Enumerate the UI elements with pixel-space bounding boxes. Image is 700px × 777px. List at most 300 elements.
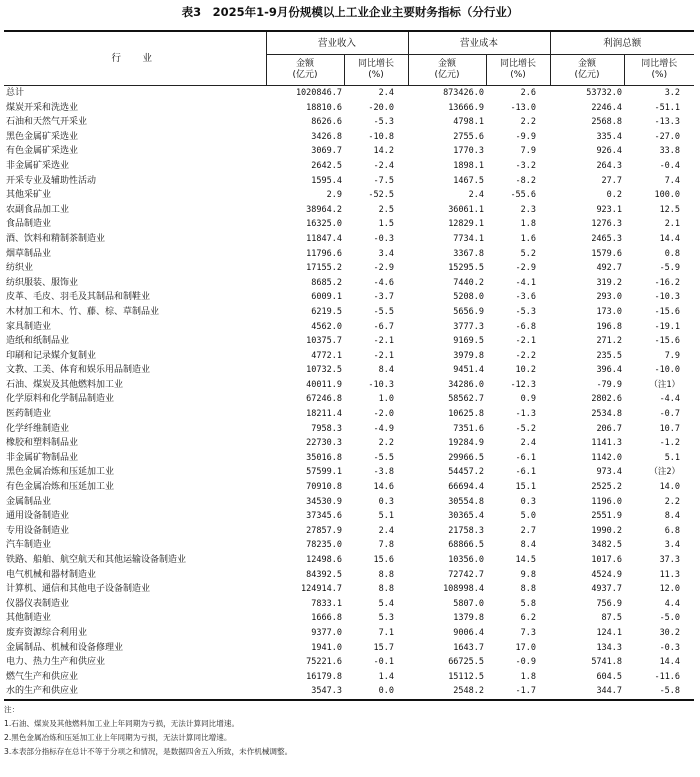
table-row (4, 392, 694, 407)
financial-indicators-table (4, 30, 694, 701)
table-row (4, 524, 694, 539)
industry-name-cell: 化学原料和化学制品制造业 (6, 394, 115, 405)
table-title: 表3 2025年1-9月份规模以上工业企业主要财务指标（分行业） (181, 5, 519, 19)
cost-amount-cell: 873426.0 (443, 88, 485, 98)
profit-growth-cell: 6.8 (664, 525, 681, 536)
revenue-growth-cell: 1.0 (378, 394, 395, 405)
revenue-growth-cell: -2.1 (373, 350, 395, 361)
profit-amount-cell: 344.7 (550, 684, 624, 700)
table-row (4, 144, 694, 159)
table-row (4, 334, 694, 349)
industry-name-cell: 有色金属矿采选业 (6, 146, 79, 157)
table-row (4, 422, 694, 437)
profit-amount-cell: 5741.8 (591, 657, 623, 668)
cost-amount-cell: 10356.0 (448, 555, 485, 565)
profit-growth-cell: -51.1 (654, 102, 681, 113)
revenue-amount-cell: 78235.0 (306, 540, 342, 551)
cost-growth-cell: -1.3 (515, 409, 537, 420)
table-row (4, 290, 694, 305)
revenue-growth-cell: 2.2 (378, 438, 395, 449)
table-row (4, 320, 694, 335)
revenue-growth-cell: -4.6 (373, 277, 395, 288)
profit-amount-cell: 53732.0 (586, 88, 623, 98)
cost-growth-cell: -55.6 (510, 190, 537, 201)
cost-growth-cell: 15.1 (515, 482, 537, 493)
profit-growth-cell: -10.0 (654, 365, 681, 376)
cost-growth-cell: -9.9 (515, 131, 537, 142)
revenue-growth-cell: -7.5 (373, 175, 395, 186)
cost-amount-cell: 9006.4 (453, 627, 485, 638)
industry-name-cell: 黑色金属冶炼和压延加工业 (6, 467, 115, 478)
profit-amount-cell: 492.7 (596, 263, 623, 274)
revenue-amount-cell: 8626.6 (311, 117, 342, 128)
profit-amount-cell: 319.2 (596, 277, 623, 288)
cost-growth-cell: 10.2 (515, 365, 537, 376)
profit-amount-cell: 756.9 (596, 598, 623, 609)
revenue-growth-cell: 0.0 (344, 684, 408, 700)
industry-name-cell: 非金属矿物制品业 (6, 452, 79, 463)
revenue-amount-cell: 4562.0 (311, 321, 342, 332)
profit-growth-cell: 33.8 (659, 146, 681, 157)
table-row (4, 86, 694, 101)
profit-growth-cell: 4.4 (664, 598, 681, 609)
table-row (4, 217, 694, 232)
revenue-growth-cell: -6.7 (373, 321, 395, 332)
cost-growth-cell: 0.9 (520, 394, 537, 405)
revenue-growth-cell: 8.8 (378, 584, 395, 595)
table-row (4, 684, 694, 700)
revenue-amount-cell: 11796.6 (306, 248, 342, 259)
profit-amount-cell: 87.5 (601, 613, 623, 624)
profit-growth-cell: -11.6 (654, 671, 681, 682)
cost-amount-cell: 2.4 (468, 190, 485, 201)
profit-growth-cell: （注1） (649, 379, 681, 390)
table-body (4, 86, 694, 700)
table-row (4, 568, 694, 583)
profit-growth-cell: 0.8 (664, 248, 681, 259)
profit-amount-cell: 0.2 (606, 190, 623, 201)
cost-amount-cell: 1467.5 (453, 175, 485, 186)
profit-amount-cell: 2802.6 (591, 394, 623, 405)
revenue-growth-cell: 2.4 (378, 525, 395, 536)
profit-growth-cell: 7.9 (664, 350, 681, 361)
cost-amount-cell: 2755.6 (453, 131, 485, 142)
profit-amount-cell: 1990.2 (591, 525, 623, 536)
cost-amount-cell: 15295.5 (448, 263, 485, 274)
cost-amount-cell: 3367.8 (453, 248, 485, 259)
cost-amount-cell: 7351.6 (453, 423, 485, 434)
profit-amount-cell: 2551.9 (591, 511, 623, 522)
revenue-amount-cell: 9377.0 (311, 627, 342, 638)
table-row (4, 553, 694, 568)
revenue-amount-cell: 1666.8 (311, 613, 342, 624)
industry-name-cell: 其他采矿业 (6, 190, 52, 201)
revenue-growth-cell: -2.4 (373, 160, 395, 171)
cost-amount-header: 金额 (亿元) (408, 55, 486, 86)
table-row (4, 188, 694, 203)
revenue-amount-cell: 10732.5 (306, 365, 342, 376)
cost-growth-cell: 8.4 (520, 540, 537, 551)
profit-amount-cell: 3482.5 (591, 540, 623, 551)
cost-amount-cell: 66725.5 (448, 657, 485, 668)
table-row (4, 349, 694, 364)
table-row (4, 276, 694, 291)
revenue-amount-cell: 37345.6 (306, 511, 342, 522)
profit-growth-cell: -27.0 (654, 131, 681, 142)
revenue-amount-cell: 124914.7 (301, 584, 342, 595)
cost-growth-cell: 2.2 (520, 117, 537, 128)
cost-growth-cell: 8.8 (520, 584, 537, 595)
cost-amount-cell: 1643.7 (453, 642, 485, 653)
profit-growth-cell: -10.3 (654, 292, 681, 303)
table-row (4, 611, 694, 626)
table-row (4, 597, 694, 612)
revenue-growth-cell: -5.5 (373, 452, 395, 463)
table-row (4, 670, 694, 685)
profit-header: 利润总额 (550, 31, 694, 55)
profit-growth-cell: -5.8 (624, 684, 694, 700)
table-row (4, 436, 694, 451)
cost-amount-cell: 2548.2 (408, 684, 486, 700)
profit-growth-cell: -4.4 (659, 394, 681, 405)
revenue-growth-cell: 2.4 (378, 88, 395, 98)
cost-growth-cell: 17.0 (515, 642, 537, 653)
industry-name-cell: 专用设备制造业 (6, 525, 70, 536)
cost-growth-header: 同比增长 (%) (486, 55, 550, 86)
table-row (4, 203, 694, 218)
revenue-amount-cell: 10375.7 (306, 336, 342, 347)
revenue-growth-cell: -0.1 (373, 657, 395, 668)
cost-growth-cell: -5.2 (515, 423, 537, 434)
revenue-amount-cell: 27857.9 (306, 525, 342, 536)
revenue-amount-cell: 7833.1 (311, 598, 342, 609)
revenue-growth-cell: 14.2 (373, 146, 395, 157)
profit-amount-cell: 271.2 (596, 336, 623, 347)
profit-amount-cell: 4524.9 (591, 569, 623, 580)
revenue-amount-cell: 84392.5 (306, 569, 342, 580)
industry-name-cell: 金属制品业 (6, 496, 52, 507)
cost-growth-cell: 1.8 (520, 671, 537, 682)
profit-growth-cell: 3.4 (664, 540, 681, 551)
industry-name-cell: 石油和天然气开采业 (6, 117, 88, 128)
profit-growth-cell: 10.7 (659, 423, 681, 434)
profit-growth-cell: 2.1 (664, 219, 681, 230)
revenue-amount-cell: 18810.6 (306, 102, 342, 113)
revenue-growth-cell: -2.9 (373, 263, 395, 274)
profit-growth-cell: -0.3 (659, 642, 681, 653)
revenue-growth-cell: 15.6 (373, 555, 395, 565)
revenue-growth-cell: 15.7 (373, 642, 395, 653)
profit-amount-cell: 264.3 (596, 160, 623, 171)
revenue-growth-cell: 3.4 (378, 248, 395, 259)
industry-name-cell: 家具制造业 (6, 321, 52, 332)
revenue-growth-cell: -52.5 (368, 190, 395, 201)
industry-name-cell: 水的生产和供应业 (4, 684, 266, 700)
industry-name-cell: 文教、工美、体育和娱乐用品制造业 (6, 365, 151, 376)
revenue-amount-cell: 17155.2 (306, 263, 342, 274)
profit-amount-header: 金额 (亿元) (550, 55, 624, 86)
industry-name-cell: 造纸和纸制品业 (6, 336, 70, 347)
cost-growth-cell: -0.9 (515, 657, 537, 668)
revenue-amount-cell: 3069.7 (311, 146, 342, 157)
cost-growth-cell: -8.2 (515, 175, 537, 186)
revenue-growth-cell: 2.5 (378, 204, 395, 215)
revenue-amount-cell: 75221.6 (306, 657, 342, 668)
revenue-amount-cell: 4772.1 (311, 350, 342, 361)
industry-name-cell: 开采专业及辅助性活动 (6, 175, 97, 186)
profit-growth-cell: -0.4 (659, 160, 681, 171)
revenue-growth-cell: 8.4 (378, 365, 395, 376)
table-row (4, 655, 694, 670)
industry-name-cell: 其他制造业 (6, 613, 52, 624)
industry-name-cell: 非金属矿采选业 (6, 160, 70, 171)
footnote-line: 1.石油、煤炭及其他燃料加工业上年同期为亏损，无法计算同比增速。 (4, 719, 240, 728)
revenue-growth-cell: -2.1 (373, 336, 395, 347)
table-row (4, 101, 694, 116)
revenue-amount-cell: 57599.1 (306, 467, 342, 478)
profit-amount-cell: 396.4 (596, 365, 623, 376)
cost-amount-cell: 1898.1 (453, 160, 485, 171)
profit-amount-cell: 2525.2 (591, 482, 623, 493)
cost-growth-cell: 2.4 (520, 438, 537, 449)
cost-growth-cell: -6.1 (515, 452, 537, 463)
profit-amount-cell: 1196.0 (591, 496, 623, 507)
revenue-amount-cell: 16179.8 (306, 671, 342, 682)
cost-amount-cell: 68866.5 (448, 540, 485, 551)
table-row (4, 247, 694, 262)
industry-name-cell: 纺织业 (6, 263, 34, 274)
table-row (4, 115, 694, 130)
cost-amount-cell: 36061.1 (448, 204, 485, 215)
cost-growth-cell: -2.2 (515, 350, 537, 361)
revenue-growth-cell: -5.3 (373, 117, 395, 128)
profit-growth-cell: 7.4 (664, 175, 681, 186)
table-row (4, 451, 694, 466)
industry-name-cell: 总计 (6, 88, 25, 98)
cost-amount-cell: 10625.8 (448, 409, 485, 420)
profit-growth-cell: -1.2 (659, 438, 681, 449)
revenue-amount-header: 金额 (亿元) (266, 55, 344, 86)
profit-amount-cell: 27.7 (601, 175, 623, 186)
profit-growth-cell: -13.3 (654, 117, 681, 128)
revenue-amount-cell: 6219.5 (311, 306, 342, 317)
cost-growth-cell: 2.3 (520, 204, 537, 215)
cost-amount-cell: 29966.5 (448, 452, 485, 463)
cost-growth-cell: 5.8 (520, 598, 537, 609)
industry-name-cell: 电力、热力生产和供应业 (6, 657, 106, 668)
cost-amount-cell: 21758.3 (448, 525, 485, 536)
revenue-growth-cell: 7.8 (378, 540, 395, 551)
revenue-growth-cell: -3.8 (373, 467, 395, 478)
revenue-amount-cell: 1941.0 (311, 642, 342, 653)
cost-growth-cell: -5.3 (515, 306, 537, 317)
cost-amount-cell: 9451.4 (453, 365, 485, 376)
revenue-amount-cell: 38964.2 (306, 204, 342, 215)
profit-growth-cell: 8.4 (664, 511, 681, 522)
profit-amount-cell: 134.3 (596, 642, 623, 653)
revenue-amount-cell: 3547.3 (266, 684, 344, 700)
profit-growth-cell: 30.2 (659, 627, 681, 638)
cost-amount-cell: 4798.1 (453, 117, 485, 128)
cost-growth-cell: -1.7 (486, 684, 550, 700)
profit-growth-cell: -15.6 (654, 306, 681, 317)
profit-growth-cell: （注2） (649, 467, 681, 478)
industry-name-cell: 木材加工和木、竹、藤、棕、草制品业 (6, 306, 160, 317)
cost-amount-cell: 3979.8 (453, 350, 485, 361)
cost-growth-cell: 2.6 (520, 88, 537, 98)
industry-name-cell: 纺织服装、服饰业 (6, 277, 79, 288)
table-row (4, 465, 694, 480)
cost-amount-cell: 1379.8 (453, 613, 485, 624)
industry-name-cell: 橡胶和塑料制品业 (6, 438, 79, 449)
cost-growth-cell: 0.3 (520, 496, 537, 507)
cost-amount-cell: 58562.7 (448, 394, 485, 405)
profit-growth-cell: 14.4 (659, 657, 681, 668)
footnote-line: 注： (4, 705, 20, 714)
cost-amount-cell: 30554.8 (448, 496, 485, 507)
table-row (4, 641, 694, 656)
table-row (4, 130, 694, 145)
profit-amount-cell: 1276.3 (591, 219, 623, 230)
industry-name-cell: 燃气生产和供应业 (6, 671, 79, 682)
table-row (4, 495, 694, 510)
profit-amount-cell: -79.9 (596, 379, 623, 390)
profit-amount-cell: 1142.0 (591, 452, 623, 463)
profit-amount-cell: 335.4 (596, 131, 623, 142)
cost-amount-cell: 7440.2 (453, 277, 485, 288)
profit-amount-cell: 973.4 (596, 467, 623, 478)
revenue-growth-cell: 0.3 (378, 496, 395, 507)
revenue-amount-cell: 18211.4 (306, 409, 342, 420)
revenue-growth-cell: 1.5 (378, 219, 395, 230)
cost-amount-cell: 3777.3 (453, 321, 485, 332)
revenue-growth-header: 同比增长 (%) (344, 55, 408, 86)
revenue-growth-cell: -4.9 (373, 423, 395, 434)
cost-amount-cell: 108998.4 (443, 584, 485, 595)
cost-amount-cell: 1770.3 (453, 146, 485, 157)
revenue-amount-cell: 2642.5 (311, 160, 342, 171)
industry-name-cell: 石油、煤炭及其他燃料加工业 (6, 379, 124, 390)
revenue-growth-cell: -20.0 (368, 102, 395, 113)
revenue-amount-cell: 6009.1 (311, 292, 342, 303)
revenue-amount-cell: 3426.8 (311, 131, 342, 142)
profit-amount-cell: 293.0 (596, 292, 623, 303)
industry-name-cell: 医药制造业 (6, 409, 52, 420)
profit-growth-cell: 12.0 (659, 584, 681, 595)
profit-amount-cell: 2534.8 (591, 409, 623, 420)
revenue-growth-cell: -3.7 (373, 292, 395, 303)
industry-name-cell: 煤炭开采和洗选业 (6, 102, 79, 113)
table-row (4, 174, 694, 189)
cost-amount-cell: 9169.5 (453, 336, 485, 347)
cost-amount-cell: 5208.0 (453, 292, 485, 303)
cost-amount-cell: 5656.9 (453, 306, 485, 317)
revenue-growth-cell: -5.5 (373, 306, 395, 317)
cost-growth-cell: -4.1 (515, 277, 537, 288)
profit-amount-cell: 235.5 (596, 350, 623, 361)
profit-growth-cell: 11.3 (659, 569, 681, 580)
industry-name-cell: 废弃资源综合利用业 (6, 627, 88, 638)
profit-amount-cell: 2568.8 (591, 117, 623, 128)
profit-growth-cell: 5.1 (664, 452, 681, 463)
profit-amount-cell: 1017.6 (591, 555, 623, 565)
industry-name-cell: 汽车制造业 (6, 540, 52, 551)
revenue-amount-cell: 16325.0 (306, 219, 342, 230)
revenue-growth-cell: -10.8 (368, 131, 395, 142)
cost-amount-cell: 19284.9 (448, 438, 485, 449)
revenue-amount-cell: 40011.9 (306, 379, 342, 390)
cost-amount-cell: 12829.1 (448, 219, 485, 230)
cost-growth-cell: 7.3 (520, 627, 537, 638)
cost-amount-cell: 66694.4 (448, 482, 485, 493)
profit-growth-cell: -15.6 (654, 336, 681, 347)
profit-growth-header: 同比增长 (%) (624, 55, 694, 86)
revenue-amount-cell: 2.9 (326, 190, 342, 201)
cost-amount-cell: 54457.2 (448, 467, 485, 478)
revenue-amount-cell: 67246.8 (306, 394, 342, 405)
profit-growth-cell: 100.0 (654, 190, 681, 201)
profit-growth-cell: 37.3 (659, 555, 681, 565)
profit-amount-cell: 206.7 (596, 423, 623, 434)
cost-growth-cell: -2.1 (515, 336, 537, 347)
industry-name-cell: 化学纤维制造业 (6, 423, 70, 434)
profit-amount-cell: 604.5 (596, 671, 623, 682)
profit-growth-cell: 14.0 (659, 482, 681, 493)
profit-amount-cell: 2246.4 (591, 102, 623, 113)
table-row (4, 626, 694, 641)
profit-amount-cell: 926.4 (596, 146, 623, 157)
profit-growth-cell: -0.7 (659, 409, 681, 420)
footnotes (4, 703, 696, 759)
table-row (4, 159, 694, 174)
revenue-growth-cell: -10.3 (368, 379, 395, 390)
cost-growth-cell: 9.8 (520, 569, 537, 580)
revenue-growth-cell: 8.8 (378, 569, 395, 580)
revenue-growth-cell: 5.3 (378, 613, 395, 624)
profit-amount-cell: 923.1 (596, 204, 623, 215)
cost-amount-cell: 72742.7 (448, 569, 485, 580)
industry-name-cell: 金属制品、机械和设备修理业 (6, 642, 124, 653)
profit-amount-cell: 173.0 (596, 306, 623, 317)
cost-growth-cell: 1.6 (520, 233, 537, 244)
table-row (4, 509, 694, 524)
industry-name-cell: 黑色金属矿采选业 (6, 131, 79, 142)
cost-amount-cell: 13666.9 (448, 102, 485, 113)
profit-amount-cell: 4937.7 (591, 584, 623, 595)
revenue-growth-cell: 7.1 (378, 627, 395, 638)
cost-amount-cell: 34286.0 (448, 379, 485, 390)
cost-growth-cell: 5.2 (520, 248, 537, 259)
revenue-amount-cell: 11847.4 (306, 233, 342, 244)
revenue-amount-cell: 34530.9 (306, 496, 342, 507)
cost-amount-cell: 5807.0 (453, 598, 485, 609)
profit-growth-cell: 12.5 (659, 204, 681, 215)
industry-name-cell: 烟草制品业 (6, 248, 52, 259)
revenue-amount-cell: 35016.8 (306, 452, 342, 463)
revenue-header: 营业收入 (266, 31, 408, 55)
revenue-amount-cell: 70910.8 (306, 482, 342, 493)
cost-growth-cell: 2.7 (520, 525, 537, 536)
profit-growth-cell: -19.1 (654, 321, 681, 332)
industry-name-cell: 皮革、毛皮、羽毛及其制品和制鞋业 (6, 292, 151, 303)
cost-growth-cell: -13.0 (510, 102, 537, 113)
cost-growth-cell: -12.3 (510, 379, 537, 390)
profit-amount-cell: 196.8 (596, 321, 623, 332)
industry-name-cell: 仪器仪表制造业 (6, 598, 70, 609)
industry-name-cell: 农副食品加工业 (6, 204, 70, 215)
revenue-amount-cell: 7958.3 (311, 423, 342, 434)
profit-growth-cell: 2.2 (664, 496, 681, 507)
